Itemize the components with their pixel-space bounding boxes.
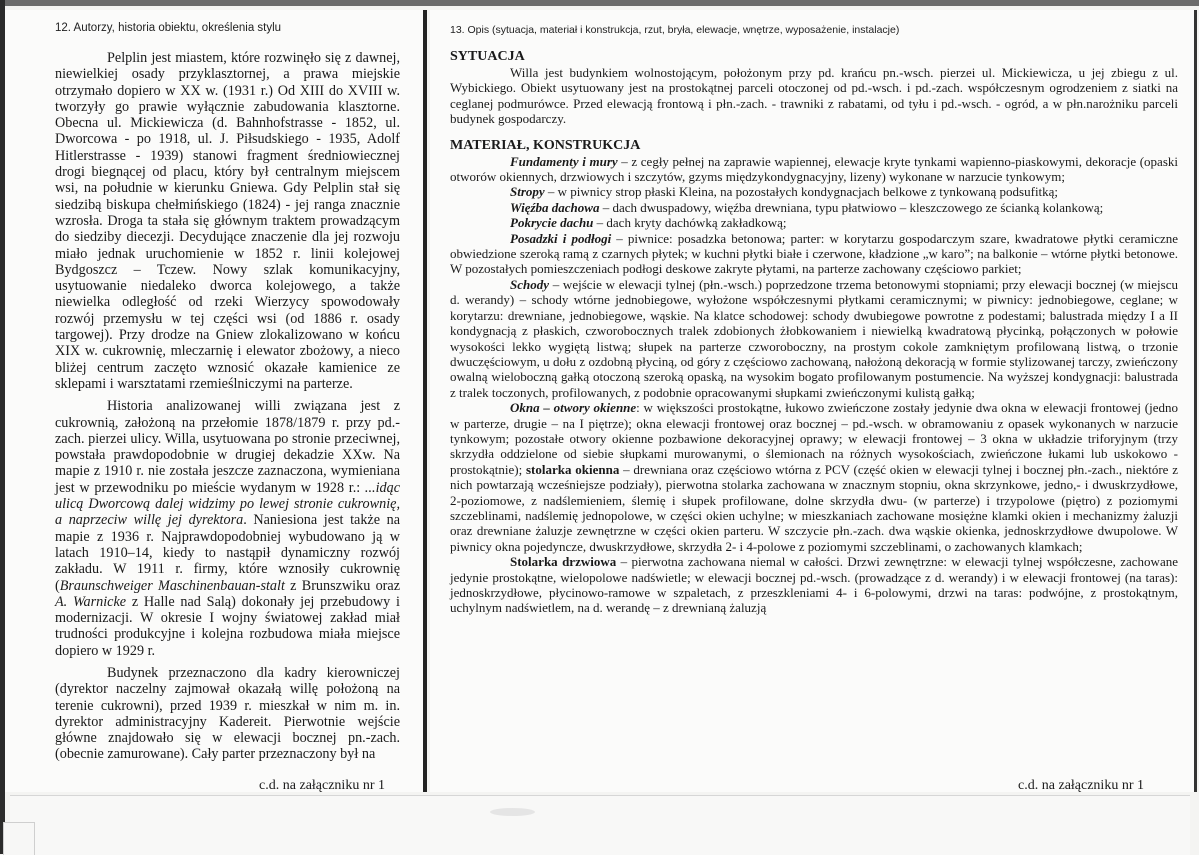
continuation-note-right: c.d. na załączniku nr 1 bbox=[1018, 778, 1144, 793]
history-paragraph-2 bbox=[55, 398, 400, 659]
text-span: . Naniesiona jest także na mapie z 1936 r. Najprawdopodobniej wybudowano ją w latach 1910–14, kiedy to nastąpił dynamiczny rozwój zakładu. W 1911 r. firmy, które wznosiły cukrownię ( bbox=[55, 512, 401, 594]
material-item bbox=[450, 154, 1178, 185]
text-span: z Brunszwiku oraz bbox=[284, 577, 400, 594]
item-text: : w większości prostokątne, łukowo zwieńczone zostały jedynie dwa okna w elewacji frontowej (jedno w parterze, drugie – na I piętrze); okna elewacji frontowej oraz bocznej – pd.-wsch. w obramowaniu z opasek wykonanych w narzucie tynkowym; pozostałe otwory okienne pozbawione dekoracyjnej oprawy; w elewacji frontowej – 3 okna w układzie triforyjnym (trzy skrzydła oddzielone od siebie słupkami murowanymi, o ślemionach na różnych wysokościach, zwieńczone łukami lub uskokowo - prostokątnie); bbox=[450, 400, 1179, 477]
sytuacja-paragraph: Willa jest budynkiem wolnostojącym, położonym przy pd. krańcu pn.-wsch. pierzei ul. Mickiewicza, u jej zbiegu z ul. Wybickiego. Obiekt usytuowany jest na prostokątnej parceli otoczonej od pd.-wsch. i pd.-zach. współczesnym ogrodzeniem z siatki na ceglanej podmurówce. Przed elewacją frontową i płn.-zach. - trawniki z rabatami, od tyłu i pd.-wsch. - ogród, a w płn.narożniku parceli budynek gospodarczy. bbox=[450, 65, 1178, 127]
left-page bbox=[5, 10, 427, 792]
item-lead: Stropy bbox=[510, 184, 545, 200]
item-lead: Schody bbox=[510, 276, 549, 292]
history-paragraph-3: Budynek przeznaczono dla kadry kierowniczej (dyrektor naczelny zajmował okazałą willę położoną na terenie cukrowni), przed 1939 r. mieszkał w nim m. in. dyrektor administracyjny Kadereit. Pierwotnie wejście główne znajdowało się w elewacji bocznej pn.-zach. (obecnie zamurowane). Cały parter przeznaczony był na bbox=[55, 664, 400, 763]
scan-bottom-tab bbox=[3, 822, 35, 855]
text-span: z Halle nad Salą) dokonały jej przebudowy i modernizacji. W okresie I wojny światowej zakład miał trudności produkcyjne i kolejna rozbudowa miała miejsce dopiero w 1929 r. bbox=[55, 593, 400, 659]
item-text: – wejście w elewacji tylnej (płn.-wsch.) poprzedzone trzema betonowymi stopniami; przy elewacji bocznej (w miejscu d. werandy) – schody wtórne jednobiegowe, wyłożone współczesnymi płytkami ceramicznymi; w piwnicy: jednobiegowe, ceglane; w korytarzu: drewniane, jednobiegowe, wąskie. Na klatce schodowej: schody dwubiegowe powrotne z podestami; balustrada między I a II kondygnacją z płaskich, czworobocznych tralek zdobionych żłobkowaniem i niewielką kwadratową płycinką, połączonych w połowie wysokości lekko wygiętą listwą; słupek na parterze czworoboczny, na prostym cokole zamkniętym profilowaną listwą, o trzonie dwuczęściowym, u dołu z ozdobną płyciną, od góry z częściowo zachowaną, nałożoną dekoracją w formie stylizowanej tarczy, zwieńczony owalną wieloboczną gałką otoczoną szeroką opaską, na wysokim bogato profilowanym postumencie. Na wyższej kondygnacji: balustrada z tralek toczonych, profilowanych, z podobnie opracowanymi słupkami zwieńczonymi kulistą gałką; bbox=[450, 276, 1178, 400]
material-heading: MATERIAŁ, KONSTRUKCJA bbox=[450, 137, 641, 153]
item-text: – dach dwuspadowy, więźba drewniana, typu płatwiowo – kleszczowego ze ścianką kolankową; bbox=[599, 199, 1104, 215]
history-text bbox=[55, 50, 400, 763]
firm-name-1: Braunschweiger Maschinenbauan-stalt bbox=[59, 577, 285, 594]
material-item bbox=[450, 277, 1178, 400]
item-text: – pierwotna zachowana niemal w całości. Drzwi zewnętrzne: w elewacji tylnej współczesne, zachowane jedynie prostokątne, wielopolowe nadświetle; w elewacji bocznej pd.-wsch. (prowadzące z d. werandy) i w elewacji frontowej (na taras): jednoskrzydłowe, płycinowo-ramowe w szpaletach, z przeszkleniami 4- i 6-polowymi, drzwi na taras: podwójne, z prostokątnym, uchylnym nadświetlem, na d. werandę – z drewnianą żaluzją bbox=[450, 554, 1178, 616]
guide-quote: ...idąc ulicą Dworcową dalej widzimy po lewej stronie cukrownię, a naprzeciw willę jej dyrektora bbox=[55, 479, 400, 529]
item-text: – dach kryty dachówką zakładkową; bbox=[593, 215, 787, 231]
continuation-note-left: c.d. na załączniku nr 1 bbox=[259, 778, 385, 793]
item-bold: stolarka okienna bbox=[525, 461, 620, 477]
item-text: – w piwnicy strop płaski Kleina, na pozostałych kondygnacjach belkowe z tynkowaną podsufitką; bbox=[544, 184, 1059, 200]
scan-smudge bbox=[490, 808, 535, 816]
item-text: – piwnice: posadzka betonowa; parter: w korytarzu gospodarczym szare, kwadratowe płytki ceramiczne obwiedzione szeroką ramą z czarnych płytek; w kuchni płytki białe i czerwone, kładzione „w karo”; na balkonie – wtórne płytki betonowe. W pozostałych pomieszczeniach podłogi deskowe zakryte płytami, na parterze zachowany częściowo parkiet; bbox=[450, 230, 1179, 277]
okna-item bbox=[450, 400, 1178, 554]
description-text bbox=[450, 48, 1178, 616]
scan-top-edge bbox=[0, 0, 1199, 6]
item-lead: Więźba dachowa bbox=[510, 199, 600, 215]
material-item bbox=[450, 184, 1178, 199]
material-item bbox=[450, 215, 1178, 230]
drzwi-item bbox=[450, 554, 1178, 616]
firm-name-2: A. Warnicke bbox=[55, 593, 127, 610]
item-lead: Okna – otwory okienne bbox=[510, 400, 637, 416]
material-item bbox=[450, 200, 1178, 215]
item-text: – drewniana oraz częściowo wtórna z PCV (część okien w elewacji tylnej i bocznej płn.-zach., niektóre z nich powtarzają wcześniejsze podziały), pierwotna stolarka zachowana w znacznym stopniu, okna skrzynkowe, jedno,- i dwuskrzydłowe, 2-poziomowe, z nadślemieniem, ślemię i słupek profilowane, dolne skrzydła dwu- (w parterze) i trzypolowe (piętro) z poziomymi szczeblinami, nadślemię jednopolowe, w części okien uchylne; w mieszkaniach zachowane mosiężne klamki okien i mechanizmy żaluzji oraz drewniane żaluzje zewnętrzne w części okien parteru. W szczycie płn.-zach. dwa wąskie okienka, jednoskrzydłowe dwupolowe. W piwnicy okna pojedyncze, dwuskrzydłowe, skrzydła 2- i 4-polowe z poziomymi szczeblinami, o zachowanych klamkach; bbox=[450, 461, 1178, 554]
history-paragraph-1: Pelplin jest miastem, które rozwinęło się z dawnej, niewielkiej osady przyklasztornej, a prawa miejskie otrzymało dopiero w XX w. (1931 r.) Od XIII do XVIII w. tworzyły go prawie wyłącznie zabudowania klasztorne. Obecna ul. Mickiewicza (d. Bahnhofstrasse - 1852, ul. Dworcowa - po 1918, ul. J. Piłsudskiego - 1935, Adolf Hitlerstrasse - 1939) stanowi fragment średniowiecznej drogi biegnącej od placu, który był centralnym miejscem wsi, na południe w kierunku Gniewa. Gdy Pelplin stał się siedzibą biskupa chełmińskiego (1824) - jej ranga znacznie wzrosła. Droga ta stała się głównym traktem prowadzącym do siedziby diecezji. Decydujące znaczenie dla jej rozwoju miało jednak uruchomienie w 1852 r. linii kolejowej Bydgoszcz – Tczew. Nowy szlak komunikacyjny, usytuowanie niedaleko dworca kolejowego, a także niewielka odległość od rzeki Wierzycy spowodowały rozwój przemysłu w tej części wsi (od 1886 r. osady targowej). Przy drodze na Gniew zlokalizowano w końcu XIX w. cukrownię, mleczarnię i elewator zbożowy, a nieco bliżej centrum zaczęto wznosić okazałe kamienice ze sklepami i warsztatami rzemieślniczymi na parterze. bbox=[55, 50, 400, 392]
sytuacja-heading: SYTUACJA bbox=[450, 49, 525, 64]
item-lead: Posadzki i podłogi bbox=[510, 230, 612, 246]
item-text: – z cegły pełnej na zaprawie wapiennej, elewacje kryte tynkami wapienno-piaskowymi, dekoracje (opaski otworów okiennych, drzwiowych i szczytów, gzyms międzykondygnacyjny, lizeny) wykonane w narzucie tynkowym; bbox=[450, 153, 1178, 185]
section-13-header: 13. Opis (sytuacja, materiał i konstrukcja, rzut, bryła, elewacje, wnętrze, wyposażenie, instalacje) bbox=[450, 24, 900, 36]
right-page bbox=[430, 10, 1197, 792]
section-12-header: 12. Autorzy, historia obiektu, określenia stylu bbox=[55, 22, 282, 34]
scan-bottom-sheet bbox=[10, 795, 1190, 855]
text-span: Historia analizowanej willi związana jest z cukrownią, założoną na przełomie 1878/1879 r. przy pd.-zach. pierzei ulicy. Willa, usytuowana po stronie przeciwnej, powstała prawdopodobnie w drugiej dekadzie XXw. Na mapie z 1910 r. nie została jeszcze zaznaczona, wymieniana jest w przewodniku po mieście wydanym w 1928 r.: bbox=[55, 398, 400, 496]
item-lead: Pokrycie dachu bbox=[510, 215, 594, 231]
material-item bbox=[450, 231, 1178, 277]
item-lead: Fundamenty i mury bbox=[510, 153, 618, 169]
item-lead: Stolarka drzwiowa bbox=[510, 554, 617, 570]
